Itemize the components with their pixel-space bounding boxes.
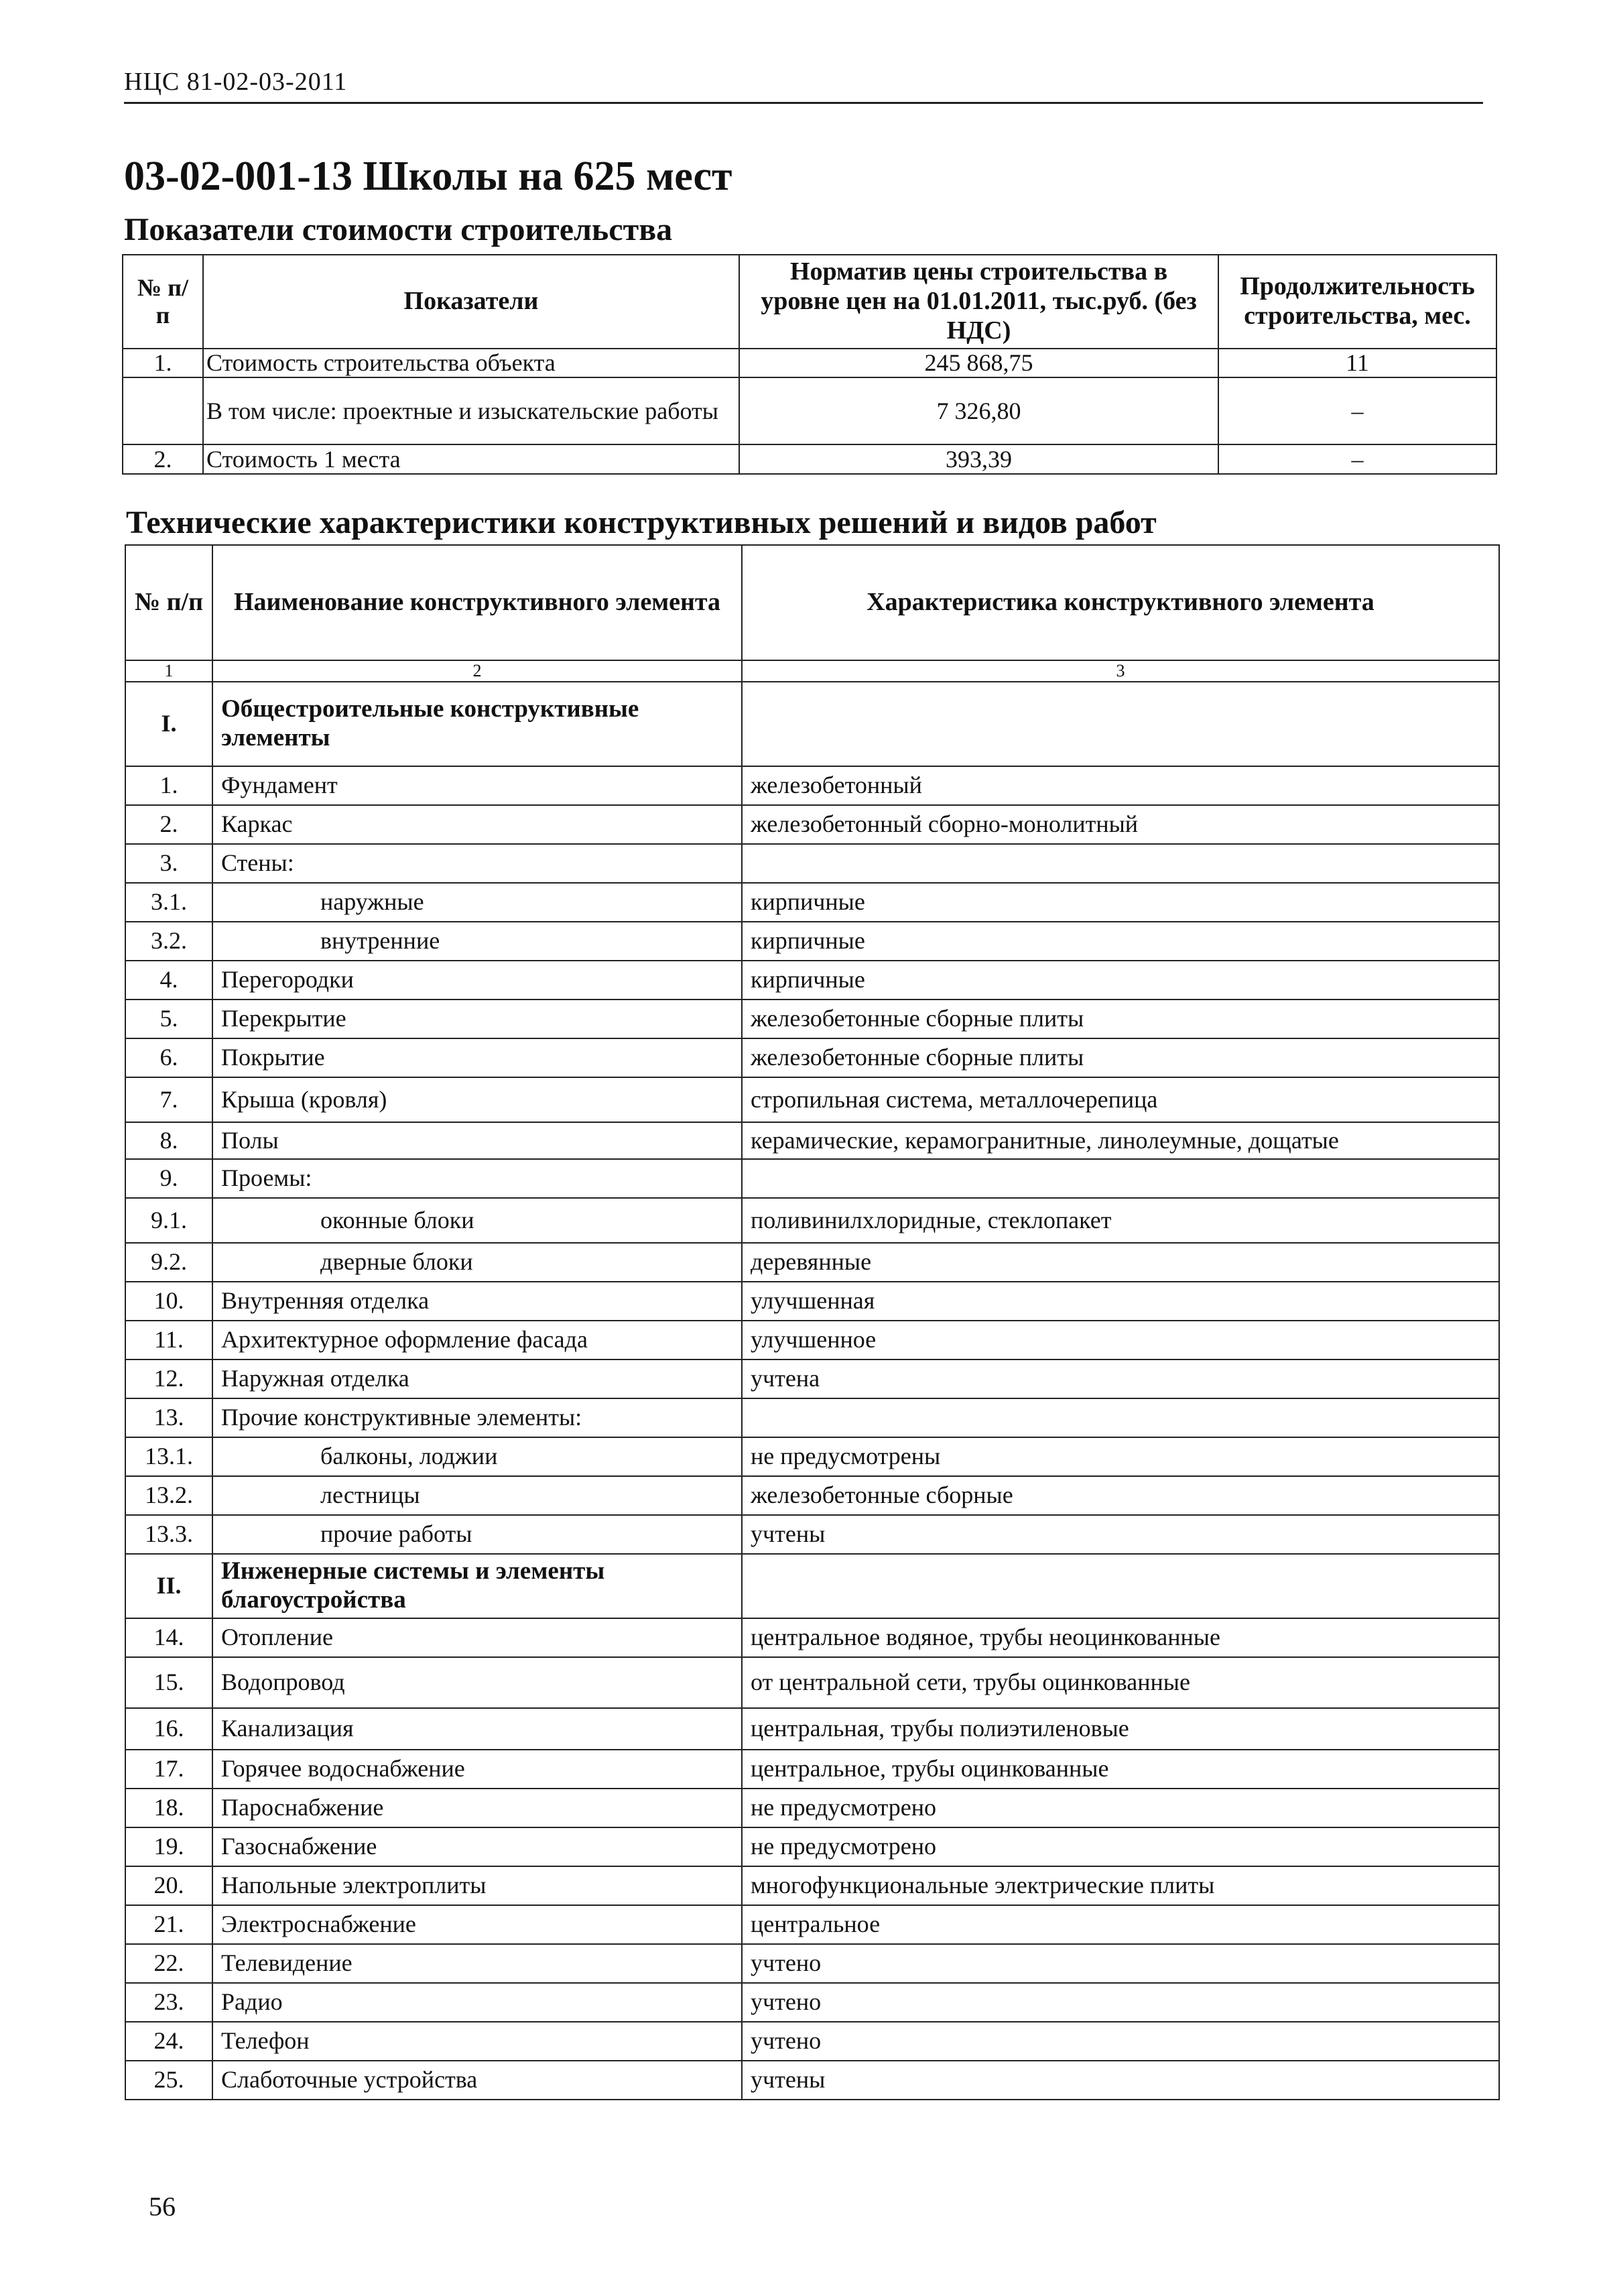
- table-row: [123, 444, 1496, 474]
- table-row: [125, 883, 1499, 922]
- row-num: [123, 377, 203, 444]
- page-title: 03-02-001-13 Школы на 625 мест: [124, 154, 732, 199]
- table-row: [125, 1789, 1499, 1827]
- row-name: Канализация: [212, 1708, 742, 1750]
- row-value: 7 326,80: [739, 377, 1218, 444]
- row-value: не предусмотрено: [742, 1827, 1499, 1866]
- row-name: Полы: [212, 1122, 742, 1159]
- row-value: учтено: [742, 1944, 1499, 1983]
- row-value: стропильная система, металлочерепица: [742, 1077, 1499, 1122]
- table-row: [125, 1243, 1499, 1282]
- row-name: Телефон: [212, 2022, 742, 2061]
- row-value: деревянные: [742, 1243, 1499, 1282]
- row-name: оконные блоки: [212, 1198, 742, 1243]
- row-value: учтено: [742, 2022, 1499, 2061]
- table-row: [125, 805, 1499, 844]
- row-name: Напольные электроплиты: [212, 1866, 742, 1905]
- table-row: [125, 1122, 1499, 1159]
- row-name: Прочие конструктивные элементы:: [212, 1398, 742, 1437]
- row-value: железобетонные сборные плиты: [742, 1038, 1499, 1077]
- row-value: центральная, трубы полиэтиленовые: [742, 1708, 1499, 1750]
- row-num: 24.: [125, 2022, 212, 2061]
- row-name: Слаботочные устройства: [212, 2061, 742, 2100]
- table-row: [123, 349, 1496, 377]
- row-value: [742, 1554, 1499, 1618]
- row-name: Отопление: [212, 1618, 742, 1657]
- row-num: 9.2.: [125, 1243, 212, 1282]
- row-value: 245 868,75: [739, 349, 1218, 377]
- row-num: 3.: [125, 844, 212, 883]
- row-name: дверные блоки: [212, 1243, 742, 1282]
- row-num: 4.: [125, 961, 212, 1000]
- row-value: [742, 1159, 1499, 1198]
- tech-section-title: Технические характеристики конструктивных решений и видов работ: [126, 505, 1157, 540]
- row-num: 20.: [125, 1866, 212, 1905]
- row-name: Крыша (кровля): [212, 1077, 742, 1122]
- table-row: [125, 1360, 1499, 1398]
- row-value: железобетонные сборные: [742, 1476, 1499, 1515]
- row-num: 13.: [125, 1398, 212, 1437]
- table-row: [125, 844, 1499, 883]
- row-num: 13.1.: [125, 1437, 212, 1476]
- col-char-header: Характеристика конструктивного элемента: [742, 545, 1499, 660]
- row-value: от центральной сети, трубы оцинкованные: [742, 1657, 1499, 1708]
- row-num: 1.: [125, 766, 212, 805]
- table-row: [125, 1077, 1499, 1122]
- section-heading: Общестроительные конструктивные элементы: [212, 682, 742, 766]
- row-num: 10.: [125, 1282, 212, 1321]
- table-row: [125, 1282, 1499, 1321]
- table-row: [125, 1618, 1499, 1657]
- row-name: Электроснабжение: [212, 1905, 742, 1944]
- header-divider: [124, 102, 1483, 104]
- table-row: [125, 1554, 1499, 1618]
- row-value: кирпичные: [742, 922, 1499, 961]
- row-name: Внутренняя отделка: [212, 1282, 742, 1321]
- row-num: 13.3.: [125, 1515, 212, 1554]
- row-num: 16.: [125, 1708, 212, 1750]
- row-num: 11.: [125, 1321, 212, 1360]
- table-row: [125, 1944, 1499, 1983]
- col-num-header: № п/п: [125, 545, 212, 660]
- row-name: Проемы:: [212, 1159, 742, 1198]
- row-name: Радио: [212, 1983, 742, 2022]
- table-row: [125, 1905, 1499, 1944]
- table-row: [125, 1437, 1499, 1476]
- row-value: железобетонный: [742, 766, 1499, 805]
- col-norm-header: Норматив цены строительства в уровне цен на 01.01.2011, тыс.руб. (без НДС): [739, 255, 1218, 349]
- row-value: кирпичные: [742, 883, 1499, 922]
- table-row: [125, 682, 1499, 766]
- row-num: 15.: [125, 1657, 212, 1708]
- col-name-header: Наименование конструктивного элемента: [212, 545, 742, 660]
- row-num: 3.2.: [125, 922, 212, 961]
- table-row: [125, 1038, 1499, 1077]
- table-row: [125, 922, 1499, 961]
- row-num: 1.: [123, 349, 203, 377]
- table-row: [125, 1476, 1499, 1515]
- row-name: Покрытие: [212, 1038, 742, 1077]
- row-value: [742, 844, 1499, 883]
- row-num: 14.: [125, 1618, 212, 1657]
- col-number: 3: [742, 660, 1499, 682]
- row-value: учтены: [742, 2061, 1499, 2100]
- row-value: улучшенная: [742, 1282, 1499, 1321]
- row-value: учтено: [742, 1983, 1499, 2022]
- row-num: 8.: [125, 1122, 212, 1159]
- row-num: 19.: [125, 1827, 212, 1866]
- table-row: [125, 1708, 1499, 1750]
- document-code: НЦС 81-02-03-2011: [124, 68, 348, 96]
- row-num: 21.: [125, 1905, 212, 1944]
- row-num: 13.2.: [125, 1476, 212, 1515]
- row-name: внутренние: [212, 922, 742, 961]
- row-name: Перекрытие: [212, 1000, 742, 1038]
- row-value: железобетонный сборно-монолитный: [742, 805, 1499, 844]
- row-num: II.: [125, 1554, 212, 1618]
- row-name: Стены:: [212, 844, 742, 883]
- col-number: 2: [212, 660, 742, 682]
- table-row: [125, 1983, 1499, 2022]
- row-value: кирпичные: [742, 961, 1499, 1000]
- col-duration-header: Продолжительность строительства, мес.: [1218, 255, 1496, 349]
- row-value: центральное: [742, 1905, 1499, 1944]
- row-duration: –: [1218, 444, 1496, 474]
- row-value: [742, 682, 1499, 766]
- table-row: [123, 377, 1496, 444]
- row-name: Пароснабжение: [212, 1789, 742, 1827]
- row-value: многофункциональные электрические плиты: [742, 1866, 1499, 1905]
- row-name: Стоимость строительства объекта: [203, 349, 739, 377]
- row-duration: 11: [1218, 349, 1496, 377]
- row-num: 22.: [125, 1944, 212, 1983]
- table-row: [125, 2022, 1499, 2061]
- table-row: [125, 766, 1499, 805]
- table-row: [125, 1398, 1499, 1437]
- table-row: [125, 1515, 1499, 1554]
- row-num: 9.1.: [125, 1198, 212, 1243]
- row-name: Перегородки: [212, 961, 742, 1000]
- table-row: [125, 1000, 1499, 1038]
- table-row: [125, 1750, 1499, 1789]
- table-row: [125, 961, 1499, 1000]
- table-row: [125, 1866, 1499, 1905]
- row-value: поливинилхлоридные, стеклопакет: [742, 1198, 1499, 1243]
- row-num: 23.: [125, 1983, 212, 2022]
- row-value: учтена: [742, 1360, 1499, 1398]
- row-name: Архитектурное оформление фасада: [212, 1321, 742, 1360]
- row-name: Наружная отделка: [212, 1360, 742, 1398]
- row-name: Стоимость 1 места: [203, 444, 739, 474]
- row-num: 2.: [123, 444, 203, 474]
- row-name: Горячее водоснабжение: [212, 1750, 742, 1789]
- row-value: улучшенное: [742, 1321, 1499, 1360]
- row-num: 25.: [125, 2061, 212, 2100]
- row-value: 393,39: [739, 444, 1218, 474]
- col-num-header: № п/п: [123, 255, 203, 349]
- table-row: [125, 1198, 1499, 1243]
- cost-section-title: Показатели стоимости строительства: [124, 212, 673, 247]
- row-value: центральное, трубы оцинкованные: [742, 1750, 1499, 1789]
- cost-table-header: [123, 255, 1496, 349]
- tech-table-header: [125, 545, 1499, 660]
- table-row: [125, 1159, 1499, 1198]
- row-value: не предусмотрено: [742, 1789, 1499, 1827]
- column-numbers-row: [125, 660, 1499, 682]
- row-name: наружные: [212, 883, 742, 922]
- row-num: I.: [125, 682, 212, 766]
- row-num: 3.1.: [125, 883, 212, 922]
- row-num: 6.: [125, 1038, 212, 1077]
- row-name: Газоснабжение: [212, 1827, 742, 1866]
- row-name: прочие работы: [212, 1515, 742, 1554]
- row-name: балконы, лоджии: [212, 1437, 742, 1476]
- row-name: лестницы: [212, 1476, 742, 1515]
- row-num: 12.: [125, 1360, 212, 1398]
- row-num: 7.: [125, 1077, 212, 1122]
- table-row: [125, 1321, 1499, 1360]
- cost-table: [122, 254, 1497, 475]
- row-duration: –: [1218, 377, 1496, 444]
- row-num: 9.: [125, 1159, 212, 1198]
- page-number: 56: [149, 2191, 176, 2222]
- tech-table-body: [125, 682, 1499, 2100]
- col-indicator-header: Показатели: [203, 255, 739, 349]
- row-name: Каркас: [212, 805, 742, 844]
- table-row: [125, 1657, 1499, 1708]
- row-num: 2.: [125, 805, 212, 844]
- row-value: железобетонные сборные плиты: [742, 1000, 1499, 1038]
- row-name: Фундамент: [212, 766, 742, 805]
- table-row: [125, 2061, 1499, 2100]
- section-heading: Инженерные системы и элементы благоустройства: [212, 1554, 742, 1618]
- row-name: В том числе: проектные и изыскательские работы: [203, 377, 739, 444]
- row-num: 18.: [125, 1789, 212, 1827]
- col-number: 1: [125, 660, 212, 682]
- table-row: [125, 1827, 1499, 1866]
- row-value: керамические, керамогранитные, линолеумные, дощатые: [742, 1122, 1499, 1159]
- row-num: 17.: [125, 1750, 212, 1789]
- row-value: не предусмотрены: [742, 1437, 1499, 1476]
- row-value: учтены: [742, 1515, 1499, 1554]
- row-name: Телевидение: [212, 1944, 742, 1983]
- row-value: [742, 1398, 1499, 1437]
- row-num: 5.: [125, 1000, 212, 1038]
- row-name: Водопровод: [212, 1657, 742, 1708]
- row-value: центральное водяное, трубы неоцинкованные: [742, 1618, 1499, 1657]
- tech-table: [125, 544, 1500, 2100]
